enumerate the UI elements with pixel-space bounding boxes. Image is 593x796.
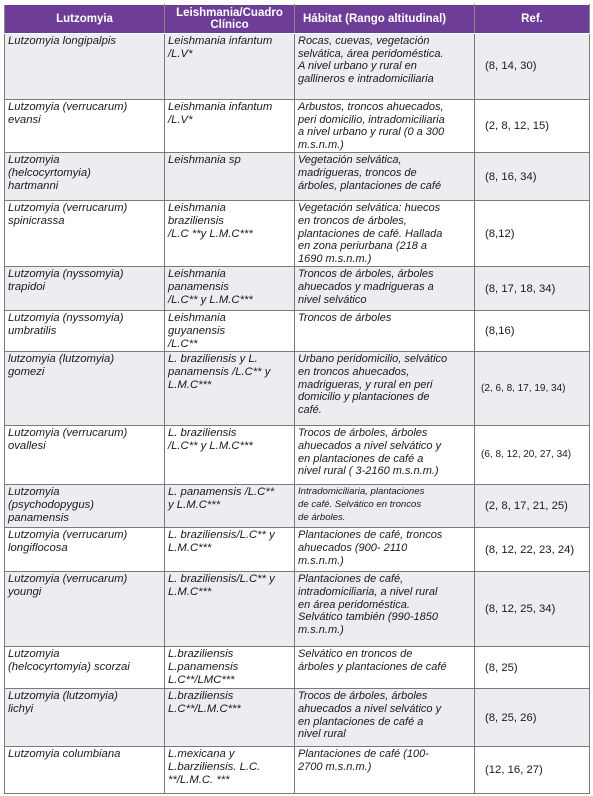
ref-cell: (8,16): [475, 311, 590, 352]
habitat-cell: [295, 528, 475, 572]
leishmania-cell-line: /L.C**: [168, 337, 198, 350]
leishmania-cell-line: panamensis /L.C** y: [168, 365, 271, 378]
species-cell-line: Lutzomyia: [8, 648, 60, 661]
species-cell: [5, 352, 165, 426]
species-cell: [5, 572, 165, 647]
species-cell-line: Lutzomyia: [8, 486, 60, 499]
habitat-cell-line: madrigueras, troncos de: [298, 166, 417, 179]
ref-cell: (8, 25): [475, 647, 590, 689]
habitat-cell-line: selvática, área peridoméstica.: [298, 47, 444, 60]
habitat-cell-line: Plantaciones de café,: [298, 573, 404, 586]
leishmania-cell-line: Leishmania sp: [168, 154, 241, 167]
leishmania-cell-line: **/L.M.C. ***: [168, 773, 230, 786]
table-row: [5, 572, 590, 647]
species-cell: [5, 153, 165, 201]
leishmania-cell: [165, 153, 295, 201]
leishmania-cell-line: Leishmania: [168, 312, 226, 325]
leishmania-cell-line: L.M.C***: [168, 585, 212, 598]
habitat-cell-line: Plantaciones de café, troncos: [298, 529, 443, 542]
habitat-cell-line: en plantaciones de café a: [298, 715, 424, 728]
species-cell-line: Lutzomyia (verrucarum): [8, 202, 128, 215]
species-cell-line: evansi: [8, 113, 41, 126]
habitat-cell: [295, 485, 475, 528]
species-cell-line: (helcocyrtomyia) scorzai: [8, 660, 130, 673]
habitat-cell-line: nivel rural ( 3-2160 m.s.n.m.): [298, 465, 439, 478]
habitat-cell-line: m.s.n.m.): [298, 554, 344, 567]
habitat-cell-line: Selvático también (990-1850: [298, 611, 439, 624]
leishmania-cell-line: L.C**/L.M.C***: [168, 702, 241, 715]
leishmania-cell-line: /L.V*: [168, 113, 193, 126]
habitat-cell-line: Urbano peridomicilio, selvático: [298, 353, 448, 366]
species-cell: [5, 267, 165, 311]
habitat-cell-line: ahuecados a nivel selvático y: [298, 702, 442, 715]
species-cell-line: Lutzomyia (nyssomyia): [8, 312, 124, 325]
leishmania-cell-line: L.barziliensis. L.C.: [168, 760, 261, 773]
species-cell-line: lutzomyia (lutzomyia): [8, 353, 115, 366]
species-cell-line: Lutzomyia (verrucarum): [8, 573, 128, 586]
table-row: [5, 201, 590, 267]
table-row: [5, 647, 590, 689]
ref-cell: (6, 8, 12, 20, 27, 34): [475, 426, 590, 485]
habitat-cell-line: en troncos ahuecados,: [298, 365, 410, 378]
habitat-cell-line: domicilio y plantaciones de: [298, 391, 430, 404]
table-header-row: [5, 5, 590, 34]
habitat-cell-line: Selvático en troncos de: [298, 648, 413, 661]
habitat-cell-line: 1690 m.s.n.m.): [298, 252, 372, 265]
ref-cell: (8, 16, 34): [475, 153, 590, 201]
leishmania-cell: [165, 647, 295, 689]
leishmania-cell-line: L.M.C***: [168, 378, 212, 391]
ref-cell: (8, 25, 26): [475, 689, 590, 747]
leishmania-cell-line: y L.M.C***: [168, 498, 221, 511]
habitat-cell-line: ahuecados a nivel selvático y: [298, 439, 442, 452]
habitat-cell-line: Arbustos, troncos ahuecados,: [298, 101, 444, 113]
leishmania-cell-line: L. braziliensis/L.C** y: [168, 573, 275, 586]
leishmania-cell: [165, 528, 295, 572]
leishmania-cell: [165, 267, 295, 311]
header-habitat: Hábitat (Rango altitudinal): [295, 5, 475, 34]
habitat-cell-line: A nivel urbano y rural en: [298, 60, 417, 73]
habitat-cell-line: Trocos de árboles, árboles: [298, 427, 428, 440]
habitat-cell-line: Plantaciones de café (100-: [298, 748, 429, 761]
habitat-cell: [295, 352, 475, 426]
species-cell: [5, 485, 165, 528]
leishmania-cell-line: L.C**/LMC***: [168, 673, 235, 686]
habitat-cell-line: en zona periurbana (218 a: [298, 240, 428, 253]
table-row: [5, 352, 590, 426]
table-row: [5, 485, 590, 528]
habitat-cell-line: árboles y plantaciones de café: [298, 660, 447, 673]
leishmania-cell-line: Leishmania: [168, 202, 226, 215]
habitat-cell: [295, 647, 475, 689]
species-cell-line: lichyi: [8, 702, 34, 715]
habitat-cell-line: en troncos de árboles,: [298, 214, 407, 227]
habitat-cell: [295, 689, 475, 747]
species-cell: [5, 34, 165, 100]
leishmania-cell: [165, 572, 295, 647]
ref-cell: (2, 6, 8, 17, 19, 34): [475, 352, 590, 426]
leishmania-cell-line: L.braziliensis: [168, 648, 234, 661]
table-row: [5, 426, 590, 485]
ref-cell: (8, 17, 18, 34): [475, 267, 590, 311]
species-cell: [5, 528, 165, 572]
leishmania-cell-line: L. braziliensis/L.C** y: [168, 529, 275, 542]
habitat-cell-line: m.s.n.m.): [298, 623, 344, 636]
leishmania-cell-line: L. braziliensis: [168, 427, 237, 440]
habitat-cell-line: 2700 m.s.n.m.): [298, 760, 372, 773]
leishmania-cell-line: L.mexicana y: [168, 748, 235, 761]
leishmania-cell-line: /L.C** y L.M.C***: [168, 293, 253, 306]
species-cell-line: youngi: [8, 585, 42, 598]
table-row: [5, 153, 590, 201]
header-leishmania: [165, 5, 295, 34]
habitat-cell-line: Vegetación selvática: huecos: [298, 202, 441, 215]
species-cell-line: Lutzomyia (lutzomyia): [8, 690, 118, 703]
species-cell-line: hartmanni: [8, 179, 59, 192]
species-cell: [5, 747, 165, 794]
species-cell-line: gomezi: [8, 365, 45, 378]
species-cell-line: spinicrassa: [8, 214, 65, 227]
habitat-cell-line: m.s.n.m.): [298, 138, 344, 151]
leishmania-cell-line: L. panamensis /L.C**: [168, 486, 275, 499]
habitat-cell-line: de café. Selvático en troncos: [298, 498, 422, 510]
leishmania-cell: [165, 426, 295, 485]
habitat-cell: [295, 572, 475, 647]
habitat-cell-line: intradomiciliaria, a nivel rural: [298, 585, 438, 598]
habitat-cell-line: ahuecados (900- 2110: [298, 541, 408, 554]
species-cell-line: umbratilis: [8, 324, 57, 337]
species-cell-line: (psychodopygus): [8, 498, 95, 511]
table-body: [5, 34, 590, 794]
habitat-cell-line: Vegetación selvática,: [298, 154, 402, 167]
ref-cell: (8,12): [475, 201, 590, 267]
habitat-cell: [295, 201, 475, 267]
leishmania-cell-line: L. braziliensis y L.: [168, 353, 258, 366]
leishmania-cell: [165, 485, 295, 528]
habitat-cell: [295, 267, 475, 311]
habitat-cell-line: Rocas, cuevas, vegetación: [298, 35, 430, 47]
ref-cell: (8, 14, 30): [475, 34, 590, 100]
species-cell: [5, 100, 165, 153]
habitat-cell-line: nivel selvático: [298, 293, 367, 306]
species-cell-line: Lutzomyia (verrucarum): [8, 101, 128, 113]
species-cell-line: longiflocosa: [8, 541, 68, 554]
habitat-cell-line: peri domicilio, intradomiciliaria: [298, 113, 445, 126]
habitat-cell: [295, 426, 475, 485]
habitat-cell: [295, 747, 475, 794]
leishmania-cell-line: /L.C** y L.M.C***: [168, 439, 253, 452]
leishmania-cell-line: Leishmania infantum: [168, 35, 273, 47]
habitat-cell-line: café.: [298, 403, 322, 416]
species-cell: [5, 201, 165, 267]
header-leishmania-line1: Leishmania/Cuadro: [176, 7, 283, 19]
species-cell: [5, 647, 165, 689]
species-cell: [5, 426, 165, 485]
table-row: [5, 528, 590, 572]
habitat-cell: [295, 311, 475, 352]
species-cell-line: (helcocyrtomyia): [8, 166, 91, 179]
leishmania-cell: [165, 100, 295, 153]
leishmania-cell: [165, 689, 295, 747]
leishmania-cell-line: L.braziliensis: [168, 690, 234, 703]
ref-cell: (12, 16, 27): [475, 747, 590, 794]
leishmania-cell-line: L.panamensis: [168, 660, 239, 673]
header-leishmania-line2: Clínico: [210, 19, 249, 31]
species-cell-line: Lutzomyia (verrucarum): [8, 427, 128, 440]
habitat-cell-line: madrigueras, y rural en peri: [298, 378, 433, 391]
ref-cell: (2, 8, 17, 21, 25): [475, 485, 590, 528]
header-ref: Ref.: [475, 5, 590, 34]
leishmania-cell: [165, 201, 295, 267]
table-row: [5, 689, 590, 747]
species-cell-line: Lutzomyia (nyssomyia): [8, 268, 124, 281]
leishmania-cell-line: Leishmania: [168, 268, 226, 281]
table-row: [5, 747, 590, 794]
species-cell-line: panamensis: [8, 511, 69, 524]
habitat-cell-line: ahuecados y madrigueras a: [298, 280, 434, 293]
habitat-cell: [295, 100, 475, 153]
table-row: [5, 267, 590, 311]
leishmania-cell-line: Leishmania infantum: [168, 101, 273, 113]
leishmania-cell: [165, 352, 295, 426]
ref-cell: (2, 8, 12, 15): [475, 100, 590, 153]
habitat-cell-line: gallineros e intradomiciliaria: [298, 72, 434, 85]
species-cell-line: Lutzomyia longipalpis: [8, 35, 117, 47]
habitat-cell-line: árboles, plantaciones de café: [298, 179, 442, 192]
ref-cell: (8, 12, 22, 23, 24): [475, 528, 590, 572]
leishmania-cell: [165, 747, 295, 794]
leishmania-cell: [165, 34, 295, 100]
habitat-cell-line: Intradomiciliaria, plantaciones: [298, 486, 425, 498]
leishmania-cell-line: panamensis: [168, 280, 229, 293]
habitat-cell-line: Trocos de árboles, árboles: [298, 690, 428, 703]
species-cell-line: Lutzomyia columbiana: [8, 748, 121, 761]
species-cell-line: Lutzomyia: [8, 154, 60, 167]
lutzomyia-table: [4, 4, 590, 794]
species-cell: [5, 311, 165, 352]
leishmania-cell-line: /L.V*: [168, 47, 193, 60]
leishmania-cell: [165, 311, 295, 352]
header-lutzomyia: Lutzomyia: [5, 5, 165, 34]
species-cell: [5, 689, 165, 747]
habitat-cell-line: en plantaciones de café a: [298, 452, 424, 465]
habitat-cell: [295, 153, 475, 201]
habitat-cell-line: nivel rural: [298, 728, 346, 741]
habitat-cell-line: de árboles.: [298, 511, 346, 523]
table-row: [5, 34, 590, 100]
habitat-cell-line: Troncos de árboles, árboles: [298, 268, 434, 281]
leishmania-cell-line: L.M.C***: [168, 541, 212, 554]
leishmania-cell-line: /L.C **y L.M.C***: [168, 227, 253, 240]
habitat-cell-line: a nivel urbano y rural (0 a 300: [298, 126, 445, 139]
species-cell-line: ovallesi: [8, 439, 46, 452]
habitat-cell-line: en área peridoméstica.: [298, 598, 410, 611]
species-cell-line: trapidoi: [8, 280, 46, 293]
leishmania-cell-line: braziliensis: [168, 214, 224, 227]
habitat-cell-line: Troncos de árboles: [298, 312, 392, 325]
table-row: [5, 311, 590, 352]
habitat-cell-line: plantaciones de café. Hallada: [298, 227, 443, 240]
habitat-cell: [295, 34, 475, 100]
leishmania-cell-line: guyanensis: [168, 324, 226, 337]
table-row: [5, 100, 590, 153]
species-cell-line: Lutzomyia (verrucarum): [8, 529, 128, 542]
ref-cell: (8, 12, 25, 34): [475, 572, 590, 647]
